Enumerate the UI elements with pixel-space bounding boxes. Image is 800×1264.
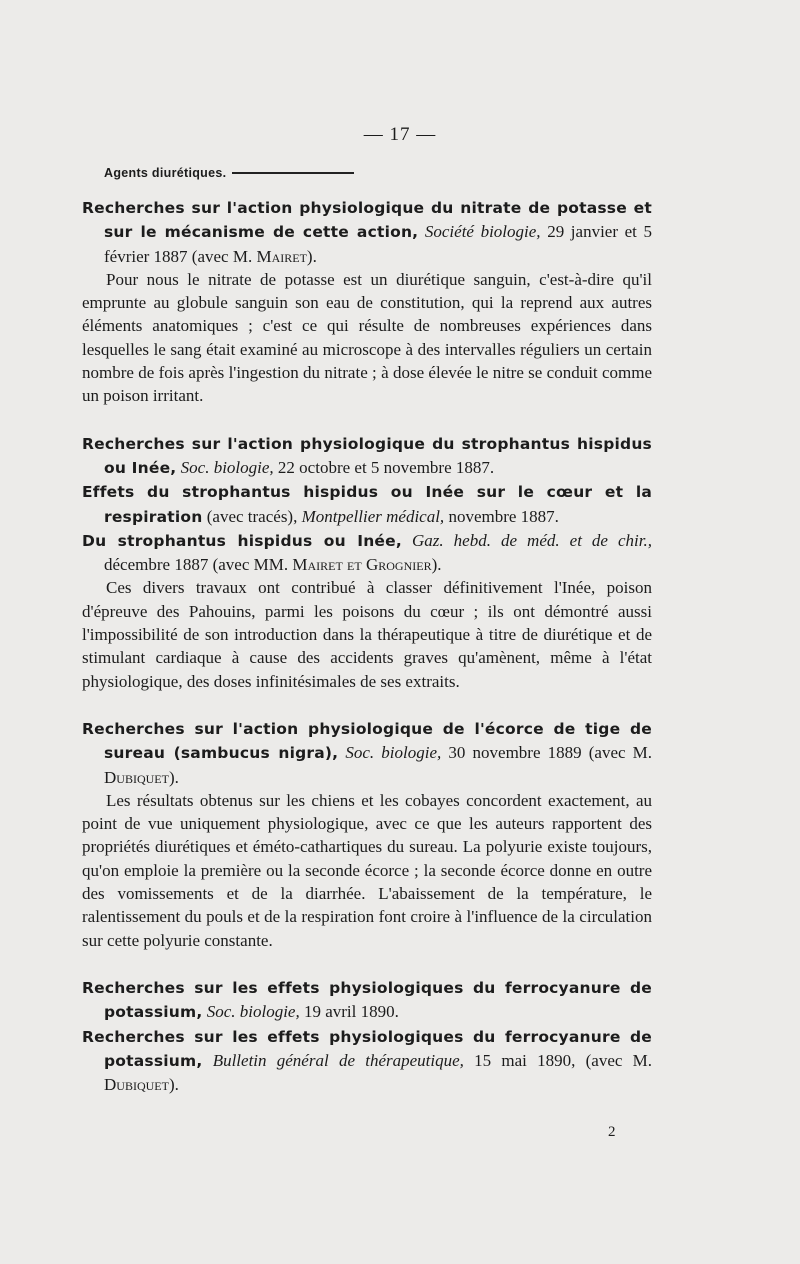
reference-authors: Dubiquet [104, 767, 169, 787]
reference-journal: Soc. biologie, [345, 743, 442, 763]
reference-tail: ). [306, 246, 317, 266]
reference-title: Recherches sur l'action physiologique du strophantus hispidus ou Inée, [82, 434, 652, 477]
reference-journal: Soc. biologie, [206, 1002, 300, 1022]
page-number: — 17 — [363, 124, 437, 145]
reference-date: 19 avril 1890. [303, 1002, 399, 1022]
reference-date: 30 novembre 1889 (avec M. [448, 743, 653, 763]
reference-entry [82, 1025, 652, 1097]
document-body [82, 196, 652, 1120]
reference-journal: Bulletin général de thérapeutique, [212, 1050, 464, 1070]
section-rule [232, 172, 354, 174]
reference-title: Du strophantus hispidus ou Inée, [82, 531, 402, 550]
reference-entry [82, 432, 652, 481]
entry-group-strophantus [82, 432, 652, 693]
reference-entry [82, 976, 652, 1025]
reference-entry [82, 717, 652, 789]
body-paragraph: Ces divers travaux ont contribué à classer définitivement l'Inée, poison d'épreuve des Pahouins, parmi les poisons du cœur ; ils ont démontré aussi l'impossibilité de son introduction dans la thérapeutique à titre de diurétique et de stimulant cardiaque à cause des accidents graves qu'amènent, même à l'état physiologique, des doses infinitésimales de ses extraits. [82, 578, 652, 691]
reference-date: 29 janvier et 5 février 1887 (avec M. [104, 222, 652, 266]
reference-date: décembre 1887 (avec MM. [104, 555, 289, 575]
reference-authors: Mairet et Grognier [292, 555, 432, 575]
reference-tail: ). [168, 767, 179, 787]
reference-authors: Mairet [256, 246, 307, 266]
reference-title: Recherches sur les effets physiologiques du ferrocyanure de potassium, [82, 978, 652, 1022]
reference-authors: Dubiquet [104, 1075, 169, 1095]
reference-entry [82, 196, 652, 268]
reference-journal: Montpellier médical, [301, 506, 445, 526]
entry-group-ferrocyanure [82, 976, 652, 1096]
reference-entry [82, 529, 652, 577]
reference-title: Effets du strophantus hispidus ou Inée sur le cœur et la respiration [82, 483, 652, 526]
reference-date: 15 mai 1890, (avec M. [474, 1050, 653, 1070]
body-paragraph: Pour nous le nitrate de potasse est un diurétique sanguin, c'est-à-dire qu'il emprunte au globule sanguin son eau de constitution, qui la reprend aux autres éléments anatomiques ; c'est ce qui résulte de nombreuses expériences dans lesquelles le sang était examiné au microscope à des intervalles réguliers un certain nombre de fois après l'ingestion du nitrate ; à dose élevée le nitre se conduit comme un poison irritant. [82, 269, 652, 406]
entry-group-sureau [82, 717, 652, 952]
section-title: Agents diurétiques. [104, 166, 227, 180]
reference-title: Recherches sur l'action physiologique de l'écorce de tige de sureau (sambucus nigra), [82, 719, 652, 763]
reference-date: novembre 1887. [448, 506, 559, 526]
reference-journal: Société biologie, [424, 222, 541, 242]
sheet-number: 2 [608, 1124, 616, 1140]
reference-entry [82, 480, 652, 529]
reference-date: (avec tracés), [206, 506, 298, 526]
entry-group-nitrate [82, 196, 652, 408]
section-heading [104, 166, 354, 180]
reference-title: Recherches sur l'action physiologique du nitrate de potasse et sur le mécanisme de cette action, [82, 199, 652, 242]
reference-journal: Gaz. hebd. de méd. et de chir., [411, 530, 653, 550]
reference-title: Recherches sur les effets physiologiques du ferrocyanure de potassium, [82, 1027, 652, 1070]
reference-tail: ). [431, 555, 442, 575]
reference-date: 22 octobre et 5 novembre 1887. [277, 457, 495, 477]
body-paragraph: Les résultats obtenus sur les chiens et les cobayes concordent exactement, au point de vue uniquement physiologique, avec ce que les auteurs rapportent des propriétés diurétiques et éméto-cathartiques du sureau. La polyurie existe toujours, qu'on emploie la première ou la seconde écorce ; la seconde écorce donne en outre des vomissements et de la diarrhée. L'abaissement de la température, le ralentissement du pouls et de la respiration font croire à l'influence de la circulation sur cette polyurie constante. [82, 790, 652, 950]
reference-tail: ). [168, 1075, 179, 1095]
reference-journal: Soc. biologie, [180, 457, 274, 477]
